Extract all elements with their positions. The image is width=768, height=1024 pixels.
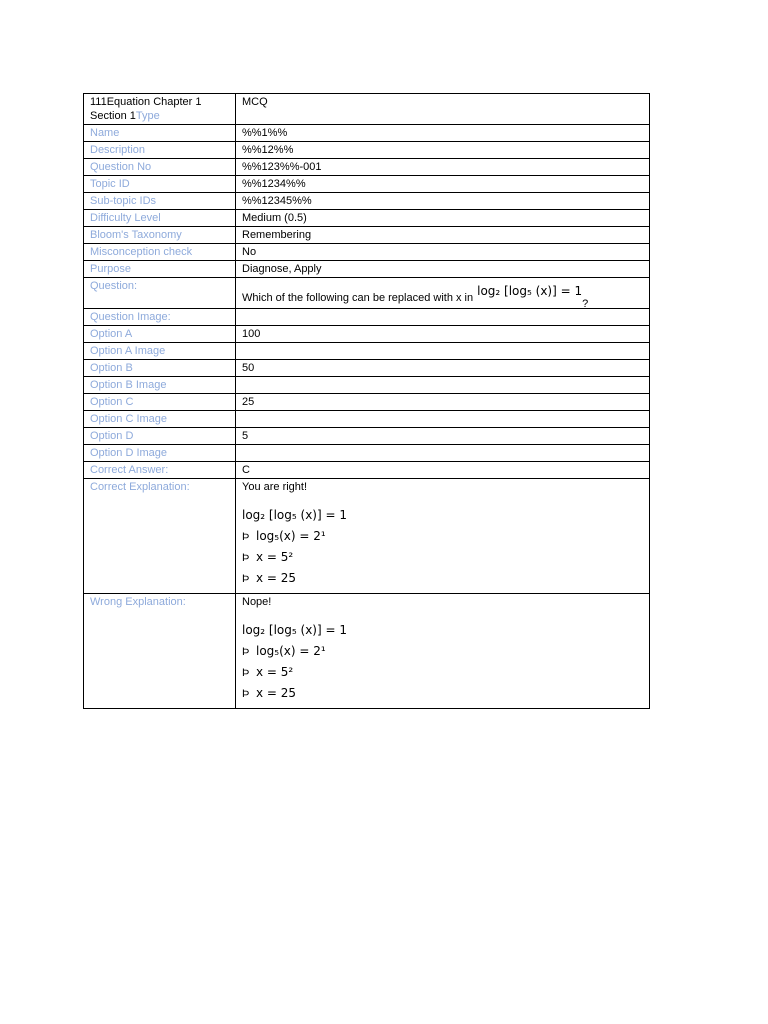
purpose-label: Purpose bbox=[84, 261, 236, 278]
table-row-bloom-s-taxonomy bbox=[84, 227, 650, 244]
question-mark: ? bbox=[582, 298, 589, 310]
name-value: %%1%% bbox=[236, 125, 650, 142]
table-row-question-no bbox=[84, 159, 650, 176]
table-row-name bbox=[84, 125, 650, 142]
explanation-step bbox=[242, 641, 644, 662]
question-image-value bbox=[236, 309, 650, 326]
explanation-equation: log₂ [log₅ (x)] = 1 bbox=[242, 508, 347, 522]
table-row-type bbox=[84, 94, 650, 125]
implies-symbol: Þ bbox=[242, 573, 250, 585]
option-b-image-label: Option B Image bbox=[84, 377, 236, 394]
type-label: Type bbox=[135, 110, 160, 122]
option-c-image-label: Option C Image bbox=[84, 411, 236, 428]
question-equation: log₂ [log₅ (x)] = 1 bbox=[477, 284, 583, 298]
wrong-explanation-cell bbox=[236, 594, 650, 709]
sub-topic-ids-value: %%12345%% bbox=[236, 193, 650, 210]
type-label-cell bbox=[84, 94, 236, 125]
table-row-misconception-check bbox=[84, 244, 650, 261]
misconception-check-value: No bbox=[236, 244, 650, 261]
table-row-question-image bbox=[84, 309, 650, 326]
option-a-label: Option A bbox=[84, 326, 236, 343]
explanation-step bbox=[242, 568, 644, 589]
option-b-value: 50 bbox=[236, 360, 650, 377]
purpose-value: Diagnose, Apply bbox=[236, 261, 650, 278]
misconception-check-label: Misconception check bbox=[84, 244, 236, 261]
explanation-equation: log₅(x) = 2¹ bbox=[256, 529, 326, 543]
equation-chapter-text: 111Equation Chapter 1 bbox=[90, 96, 202, 108]
explanation-equation: log₂ [log₅ (x)] = 1 bbox=[242, 623, 347, 637]
table-row-description bbox=[84, 142, 650, 159]
explanation-step bbox=[242, 505, 644, 526]
question-no-label: Question No bbox=[84, 159, 236, 176]
section-text: Section 1 bbox=[90, 110, 136, 122]
sub-topic-ids-label: Sub-topic IDs bbox=[84, 193, 236, 210]
wrong-explanation-label: Wrong Explanation: bbox=[84, 594, 236, 709]
question-cell bbox=[236, 278, 650, 309]
option-c-image-value bbox=[236, 411, 650, 428]
implies-symbol: Þ bbox=[242, 531, 250, 543]
table-row-sub-topic-ids bbox=[84, 193, 650, 210]
table-row-option-a bbox=[84, 326, 650, 343]
bloom-s-taxonomy-value: Remembering bbox=[236, 227, 650, 244]
correct-explanation-intro: You are right! bbox=[242, 481, 308, 493]
description-label: Description bbox=[84, 142, 236, 159]
table-row-option-c-image bbox=[84, 411, 650, 428]
implies-symbol: Þ bbox=[242, 646, 250, 658]
table-row-question bbox=[84, 278, 650, 309]
table-row-purpose bbox=[84, 261, 650, 278]
correct-explanation-label: Correct Explanation: bbox=[84, 479, 236, 594]
table-row-difficulty-level bbox=[84, 210, 650, 227]
difficulty-level-label: Difficulty Level bbox=[84, 210, 236, 227]
question-label: Question: bbox=[84, 278, 236, 309]
explanation-equation: log₅(x) = 2¹ bbox=[256, 644, 326, 658]
table-row-correct-answer bbox=[84, 462, 650, 479]
explanation-equation: x = 25 bbox=[256, 571, 297, 585]
wrong-explanation-intro: Nope! bbox=[242, 596, 272, 608]
question-text: Which of the following can be replaced with x in bbox=[242, 292, 474, 304]
question-no-value: %%123%%-001 bbox=[236, 159, 650, 176]
table-row-wrong-explanation bbox=[84, 594, 650, 709]
table-row-option-d bbox=[84, 428, 650, 445]
explanation-equation: x = 5² bbox=[256, 665, 294, 679]
question-metadata-table bbox=[83, 93, 650, 709]
explanation-step bbox=[242, 526, 644, 547]
explanation-step bbox=[242, 547, 644, 568]
implies-symbol: Þ bbox=[242, 552, 250, 564]
implies-symbol: Þ bbox=[242, 688, 250, 700]
correct-answer-value: C bbox=[236, 462, 650, 479]
option-c-label: Option C bbox=[84, 394, 236, 411]
option-d-image-value bbox=[236, 445, 650, 462]
explanation-step bbox=[242, 683, 644, 704]
description-value: %%12%% bbox=[236, 142, 650, 159]
option-a-image-value bbox=[236, 343, 650, 360]
table-row-option-d-image bbox=[84, 445, 650, 462]
option-d-image-label: Option D Image bbox=[84, 445, 236, 462]
difficulty-level-value: Medium (0.5) bbox=[236, 210, 650, 227]
option-a-image-label: Option A Image bbox=[84, 343, 236, 360]
table-row-option-b-image bbox=[84, 377, 650, 394]
correct-answer-label: Correct Answer: bbox=[84, 462, 236, 479]
implies-symbol: Þ bbox=[242, 667, 250, 679]
topic-id-label: Topic ID bbox=[84, 176, 236, 193]
explanation-equation: x = 5² bbox=[256, 550, 294, 564]
question-image-label: Question Image: bbox=[84, 309, 236, 326]
table-row-topic-id bbox=[84, 176, 650, 193]
explanation-equation: x = 25 bbox=[256, 686, 297, 700]
correct-explanation-cell bbox=[236, 479, 650, 594]
option-d-value: 5 bbox=[236, 428, 650, 445]
explanation-step bbox=[242, 662, 644, 683]
table-row-option-c bbox=[84, 394, 650, 411]
option-b-label: Option B bbox=[84, 360, 236, 377]
table-row-correct-explanation bbox=[84, 479, 650, 594]
type-value: MCQ bbox=[236, 94, 650, 125]
option-c-value: 25 bbox=[236, 394, 650, 411]
topic-id-value: %%1234%% bbox=[236, 176, 650, 193]
option-d-label: Option D bbox=[84, 428, 236, 445]
option-a-value: 100 bbox=[236, 326, 650, 343]
explanation-step bbox=[242, 620, 644, 641]
table-row-option-a-image bbox=[84, 343, 650, 360]
table-row-option-b bbox=[84, 360, 650, 377]
bloom-s-taxonomy-label: Bloom's Taxonomy bbox=[84, 227, 236, 244]
option-b-image-value bbox=[236, 377, 650, 394]
name-label: Name bbox=[84, 125, 236, 142]
